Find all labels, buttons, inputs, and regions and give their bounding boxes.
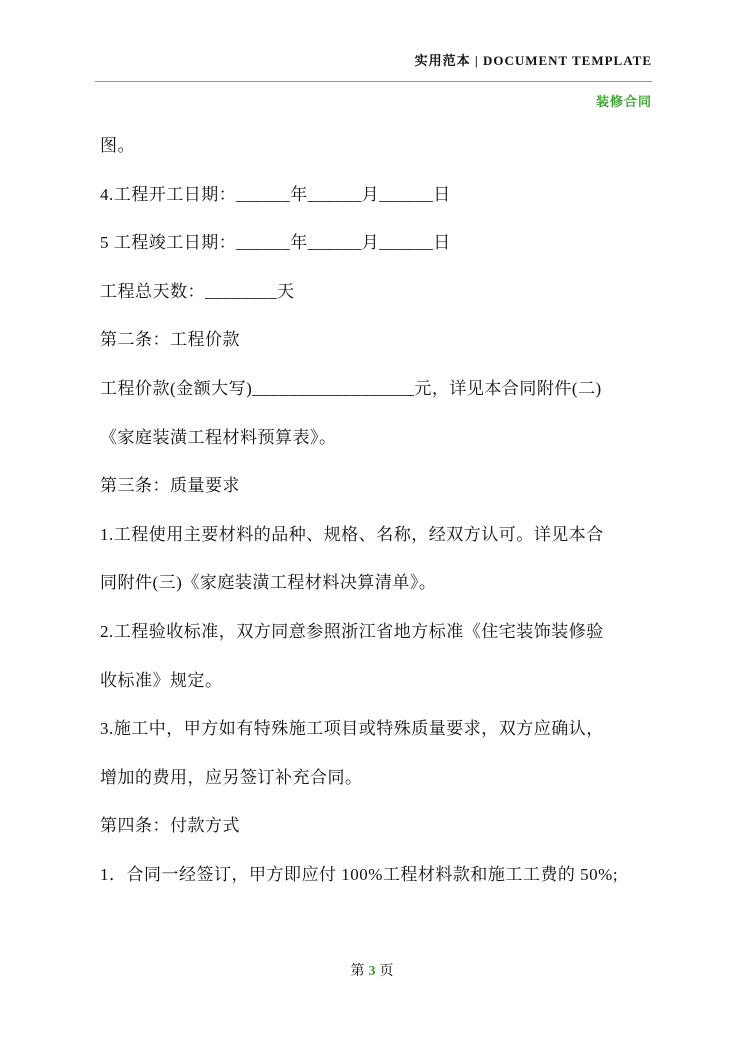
document-line: 《家庭装潢工程材料预算表》。 (100, 427, 337, 447)
page-footer (0, 960, 744, 980)
brand-text: 实用范本 | DOCUMENT TEMPLATE (414, 53, 652, 68)
document-line: 3.施工中，甲方如有特殊施工项目或特殊质量要求，双方应确认， (100, 719, 604, 739)
document-line: 图。 (100, 136, 135, 155)
document-line: 1.工程使用主要材料的品种、规格、名称，经双方认可。详见本合 (100, 524, 604, 544)
document-line: 第四条：付款方式 (100, 816, 240, 836)
footer-page-suffix: 页 (379, 964, 394, 979)
document-line: 2.工程验收标准，双方同意参照浙江省地方标准《住宅装饰装修验 (100, 621, 604, 641)
page-header (95, 50, 652, 110)
document-body (100, 122, 658, 900)
document-line: 第三条：质量要求 (100, 476, 240, 496)
document-line: 5 工程竣工日期：______年______月______日 (100, 233, 451, 253)
header-divider (95, 81, 652, 82)
footer-page-prefix: 第 (350, 964, 365, 979)
document-line: 同附件(三)《家庭装潢工程材料决算清单》。 (100, 573, 437, 593)
document-line: 工程总天数：________天 (100, 281, 295, 301)
document-line: 工程价款(金额大写)__________________元，详见本合同附件(二) (100, 378, 602, 398)
document-line: 第二条：工程价款 (100, 330, 240, 350)
document-type-label: 装修合同 (595, 94, 652, 109)
footer-page-number: 3 (368, 964, 376, 979)
document-line: 4.工程开工日期：______年______月______日 (100, 184, 451, 204)
document-line: 增加的费用，应另签订补充合同。 (100, 767, 363, 787)
document-line: 1．合同一经签订，甲方即应付 100%工程材料款和施工工费的 50%; (100, 864, 619, 884)
document-line: 收标准》规定。 (100, 670, 223, 690)
